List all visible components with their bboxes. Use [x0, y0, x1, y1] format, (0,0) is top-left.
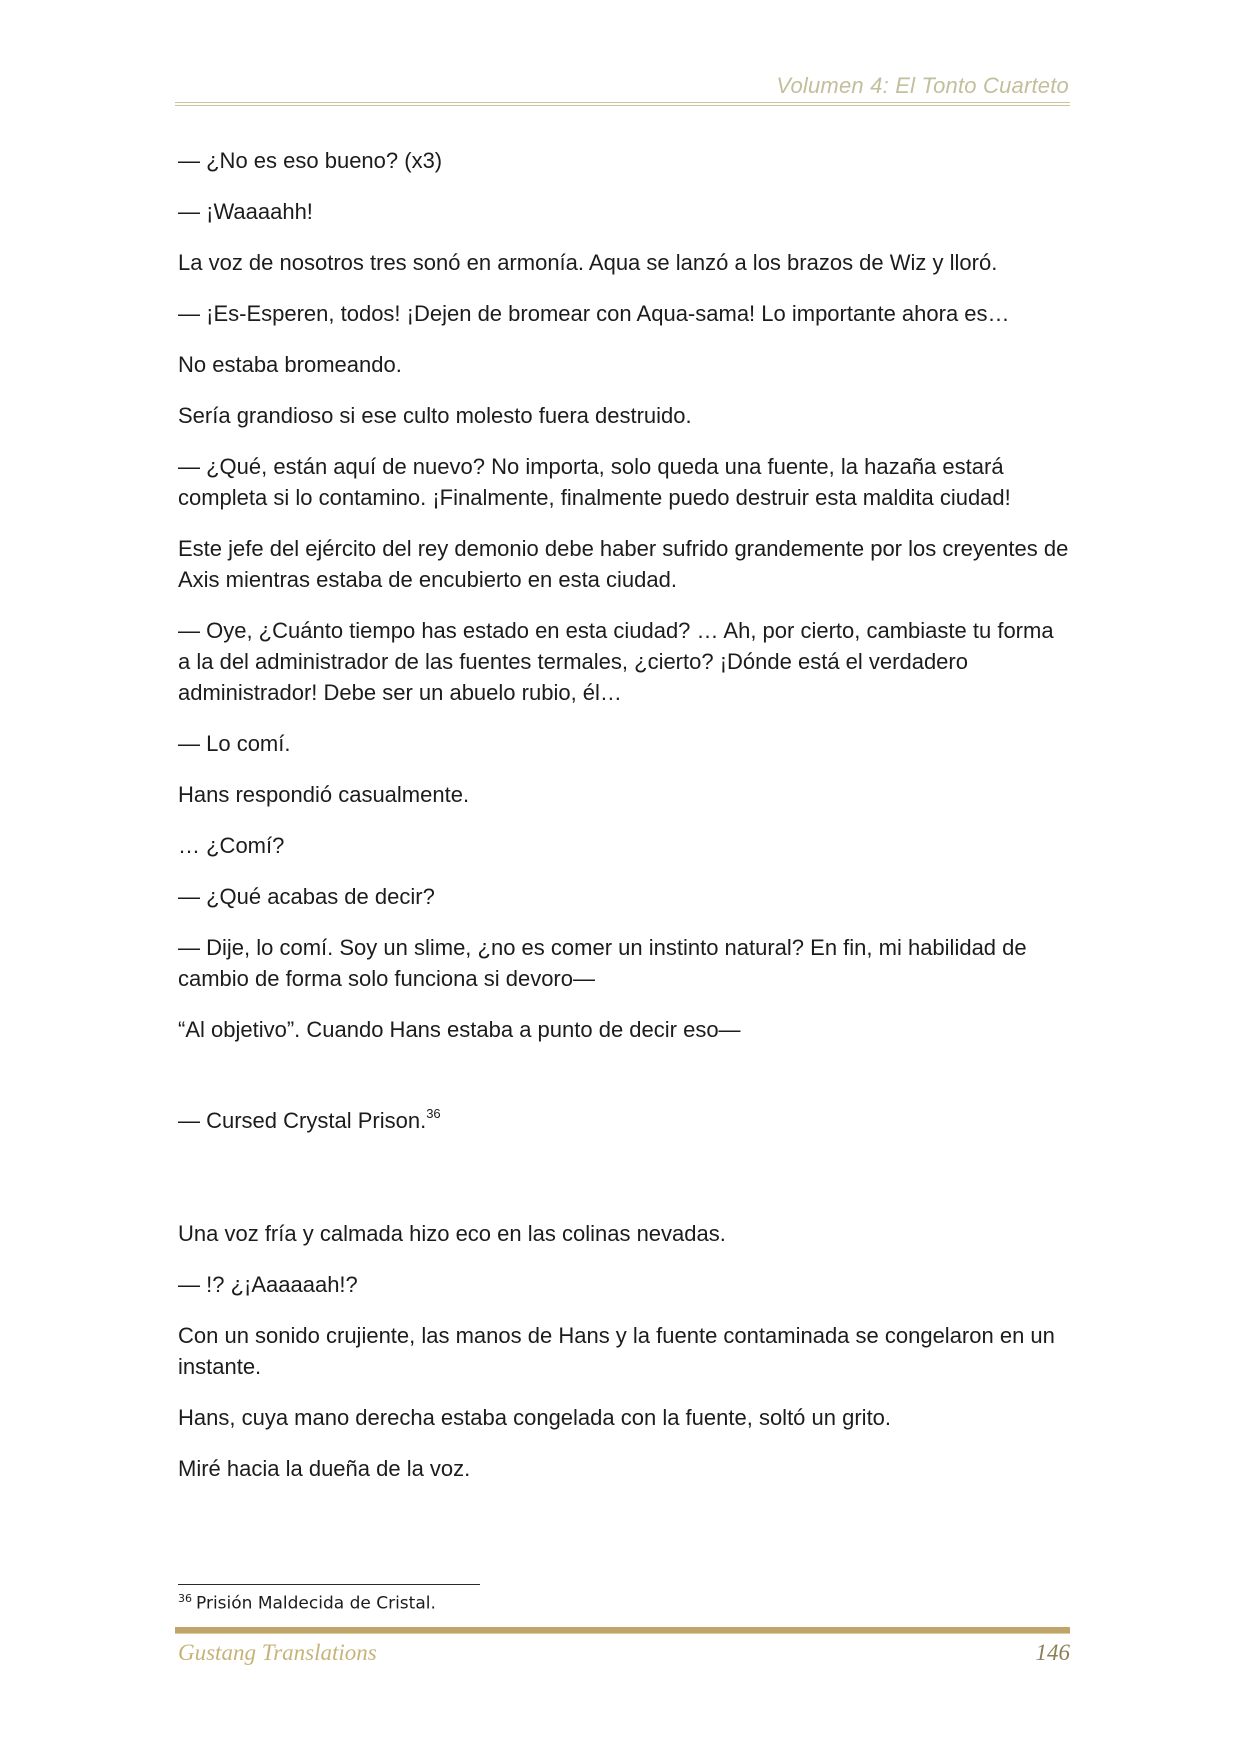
paragraph: — ¿Qué acabas de decir? [178, 884, 435, 909]
paragraph: — Dije, lo comí. Soy un slime, ¿no es comer un instinto natural? En fin, mi habilidad de cambio de forma solo funciona si devoro— [178, 935, 1027, 991]
paragraph: Miré hacia la dueña de la voz. [178, 1456, 471, 1481]
paragraph: … ¿Comí? [178, 833, 285, 858]
page-number: 146 [1035, 1640, 1070, 1665]
paragraph: Este jefe del ejército del rey demonio debe haber sufrido grandemente por los creyentes de Axis mientras estaba de encubierto en esta ciudad. [178, 536, 1069, 592]
paragraph: — ¡Es-Esperen, todos! ¡Dejen de bromear con Aqua-sama! Lo importante ahora es… [178, 301, 1010, 326]
header-divider [175, 102, 1070, 106]
paragraph: — !? ¿¡Aaaaaah!? [178, 1272, 358, 1297]
footnote-text: Prisión Maldecida de Cristal. [196, 1593, 436, 1614]
paragraph: Con un sonido crujiente, las manos de Hans y la fuente contaminada se congelaron en un instante. [178, 1323, 1055, 1379]
footer-credit: Gustang Translations [178, 1640, 377, 1665]
paragraph: Hans respondió casualmente. [178, 782, 470, 807]
paragraph: — ¿Qué, están aquí de nuevo? No importa, solo queda una fuente, la hazaña estará completa si lo contamino. ¡Finalmente, finalmente puedo destruir esta maldita ciudad! [178, 454, 1011, 510]
paragraph: Una voz fría y calmada hizo eco en las colinas nevadas. [178, 1221, 726, 1246]
footnote [178, 1592, 436, 1614]
running-header-title: Volumen 4: El Tonto Cuarteto [776, 73, 1069, 98]
footnote-divider [178, 1584, 480, 1585]
paragraph: — Oye, ¿Cuánto tiempo has estado en esta ciudad? … Ah, por cierto, cambiaste tu forma a la del administrador de las fuentes termales, ¿cierto? ¡Dónde está el verdadero administrador! Debe ser un abuelo rubio, él… [178, 618, 1054, 705]
footer-divider [175, 1627, 1070, 1634]
paragraph: Hans, cuya mano derecha estaba congelada con la fuente, soltó un grito. [178, 1405, 892, 1430]
paragraph: “Al objetivo”. Cuando Hans estaba a punto de decir eso— [178, 1017, 741, 1042]
paragraph: — Lo comí. [178, 731, 291, 756]
paragraph: No estaba bromeando. [178, 352, 402, 377]
spell-paragraph [178, 1105, 1070, 1136]
footnote-reference[interactable]: 36 [426, 1105, 441, 1121]
footnote-number: 36 [178, 1592, 192, 1605]
paragraph: Sería grandioso si ese culto molesto fuera destruido. [178, 403, 692, 428]
body-text [178, 145, 1070, 1504]
paragraph: — ¡Waaaahh! [178, 199, 313, 224]
paragraph: La voz de nosotros tres sonó en armonía. Aqua se lanzó a los brazos de Wiz y lloró. [178, 250, 998, 275]
spell-line: — Cursed Crystal Prison. [178, 1108, 427, 1133]
paragraph: — ¿No es eso bueno? (x3) [178, 148, 443, 173]
